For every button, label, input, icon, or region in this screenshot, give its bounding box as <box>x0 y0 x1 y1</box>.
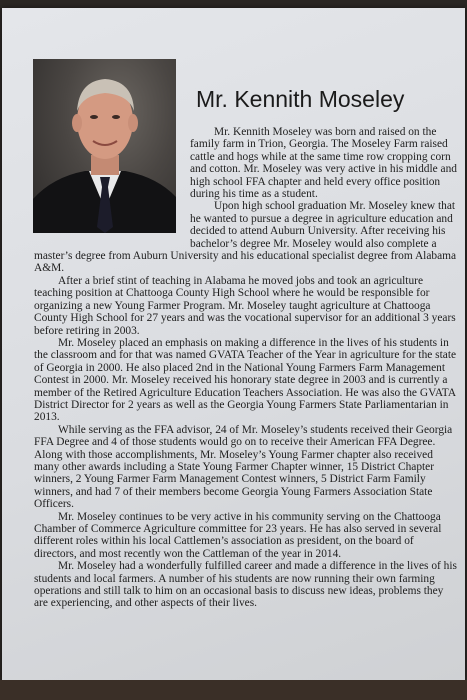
paragraph-7: Mr. Moseley had a wonderfully fulfilled career and made a difference in the lives of his students and local farmers. A number of his students are now running their own farming operations and still talk to him on an occasional basis to discuss new ideas, problems they are experiencing, and other aspects of their lives. <box>34 560 457 610</box>
paragraph-3: After a brief stint of teaching in Alabama he moved jobs and took an agriculture teaching position at Chattooga County High School where he would be responsible for organizing a new Young Farmer Program. Mr. Moseley taught agriculture at Chattooga County High School for 27 years and was the vocational supervisor for an additional 3 years before retiring in 2003. <box>34 274 456 337</box>
paragraph-4: Mr. Moseley placed an emphasis on making a difference in the lives of his students in the classroom and for that was named GVATA Teacher of the Year in agriculture for the state of Georgia in 2000. He also placed 2nd in the National Young Farmers Farm Management Contest in 2000. Mr. Moseley received his honorary state degree in 2003 and is currently a member of the Retired Agriculture Education Teachers Association. He was also the GVATA District Director for 2 years as well as the Georgia Young Farmers State Parliamentarian in 2013. <box>34 336 457 424</box>
table-surface <box>0 680 467 700</box>
biography-text <box>34 126 458 610</box>
paragraph-5: While serving as the FFA advisor, 24 of Mr. Moseley’s students received their Georgia FFA Degree and 4 of those students would go on to receive their American FFA Degree. Along with those accomplishments, Mr. Moseley’s Young Farmer chapter also received many other awards including a State Young Farmer Chapter winner, 15 District Chapter winners, 2 Young Farmer Farm Management Contest winners, 5 District Farm Family winners, and had 7 of their members become Georgia Young Farmers Association State Officers. <box>34 423 453 511</box>
photo-spacer <box>34 126 190 238</box>
paragraph-2: Upon high school graduation Mr. Moseley knew that he wanted to pursue a degree in agriculture education and decided to attend Auburn University. After receiving his bachelor’s degree Mr. Moseley would also complete a master’s degree from Auburn University and his educational specialist degree from Alabama A&M. <box>34 200 457 275</box>
paragraph-6: Mr. Moseley continues to be very active in his community serving on the Chattooga Chamber of Commerce Agriculture committee for 23 years. He has also served in several different roles within his local Cattlemen’s association as president, on the board of directors, and most recently won the Cattleman of the year in 2014. <box>34 510 442 560</box>
paragraph-1: Mr. Kennith Moseley was born and raised on the family farm in Trion, Georgia. The Moseley Farm raised cattle and hogs while at the same time row cropping corn and cotton. Mr. Moseley was very active in his middle and high school FFA chapter and held every office position during his time as a student. <box>190 126 457 201</box>
page-title: Mr. Kennith Moseley <box>196 86 405 112</box>
